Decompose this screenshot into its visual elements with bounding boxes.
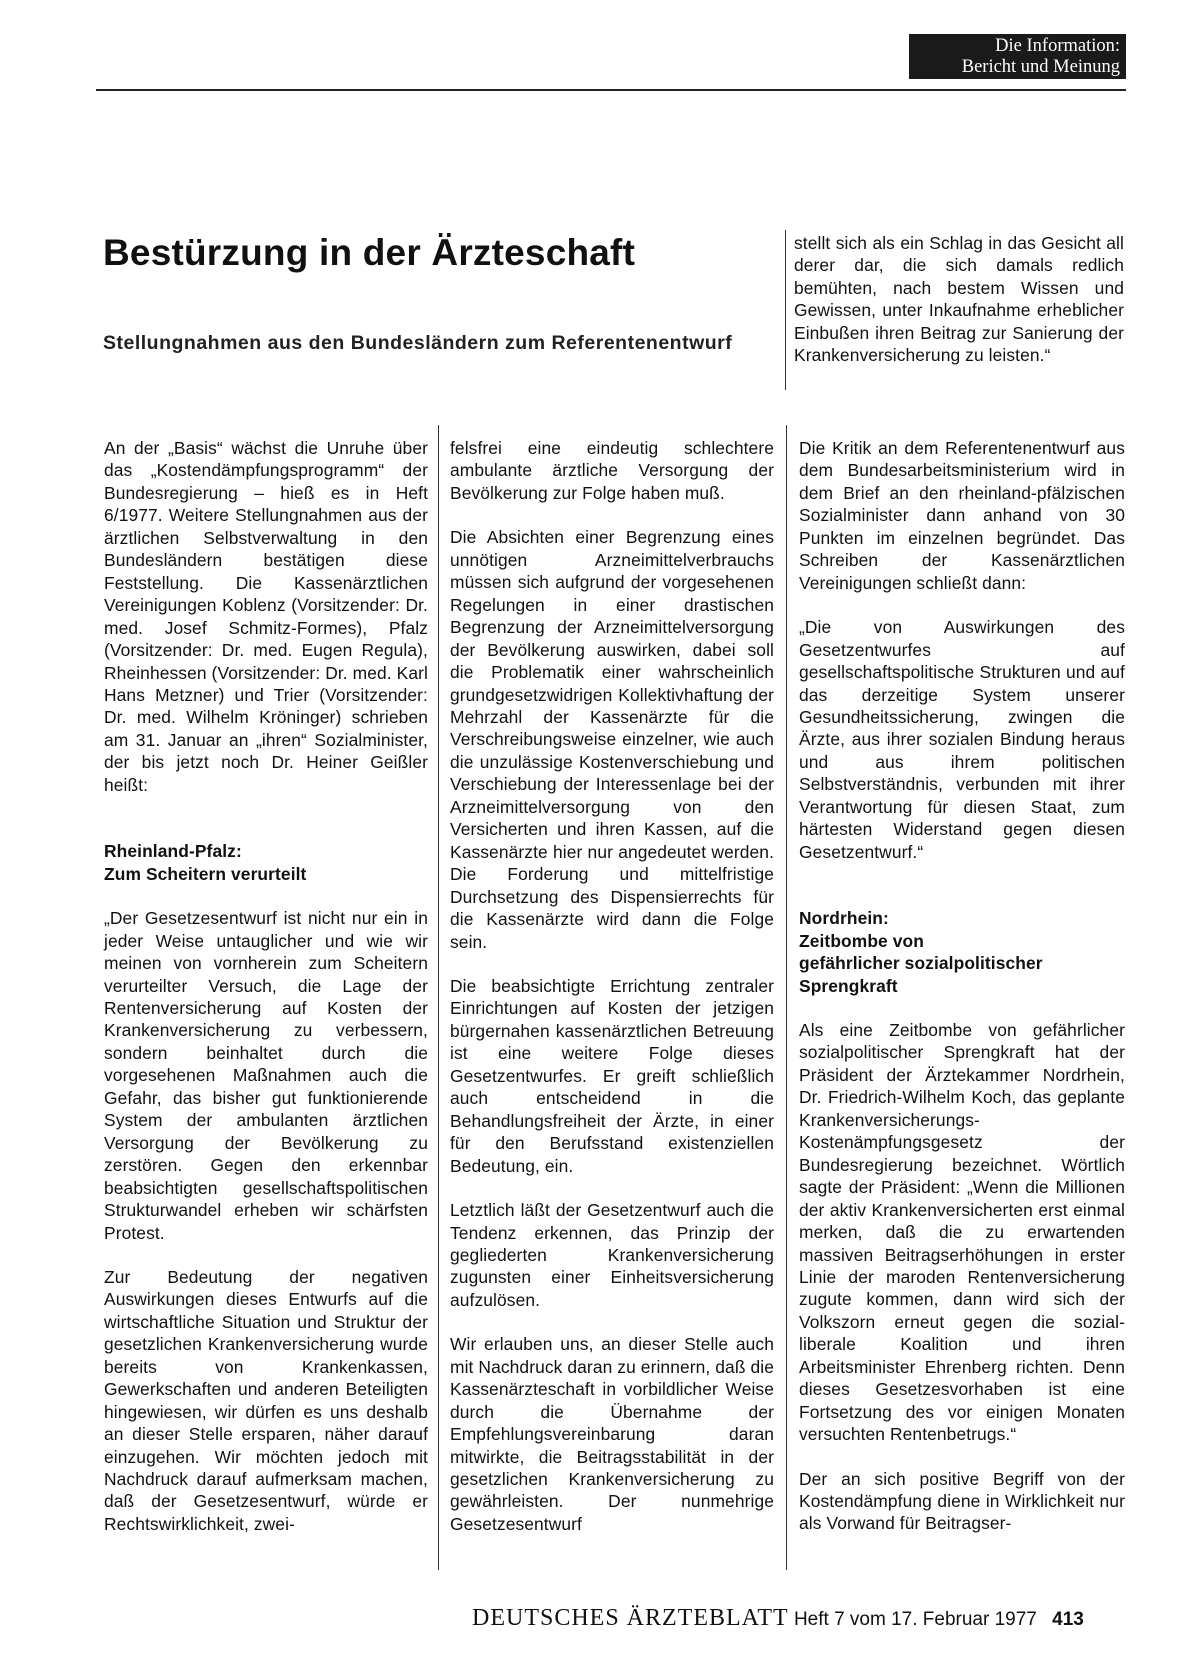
text-column-2 bbox=[450, 437, 774, 1557]
heading-line: gefährlicher sozialpolitischer bbox=[799, 953, 1043, 974]
page-footer bbox=[472, 1605, 1084, 1632]
paragraph: felsfrei eine eindeutig schlechtere ambulante ärztliche Versorgung der Bevölkerung zur Folge haben muß. bbox=[450, 438, 774, 503]
paragraph: Zur Bedeutung der negativen Auswirkungen dieses Entwurfs auf die wirtschaftliche Situation und Struktur der gesetzlichen Krankenversicherung wurde bereits von Krankenkassen, Gewerkschaften und anderen Beteiligten hingewiesen, wir dürfen es uns deshalb an dieser Stelle ersparen, näher darauf einzugehen. Wir möchten jedoch mit Nachdruck darauf aufmerksam machen, daß der Gesetzesentwurf, würde er Rechtswirklichkeit, zwei- bbox=[104, 1266, 428, 1534]
column-divider bbox=[438, 425, 439, 1570]
issue-info: Heft 7 vom 17. Februar 1977 bbox=[793, 1609, 1037, 1630]
heading-line: Rheinland-Pfalz: bbox=[104, 841, 242, 862]
paragraph: „Der Gesetzesentwurf ist nicht nur ein in jeder Weise untauglicher und wie wir meinen von vornherein zum Scheitern verurteilter Versuch, die Lage der Rentenversicherung auf Kosten der Krankenversicherung zu verbessern, sondern beinhaltet durch die vorgesehenen Maßnahmen auch die Gefahr, das bisher gut funktionierende System der ambulanten ärztlichen Versorgung der Bevölkerung zu zerstören. Gegen den erkennbar beabsichtigten gesellschaftspolitischen Strukturwandel erheben wir schärfsten Protest. bbox=[104, 908, 428, 1243]
paragraph: „Die von Auswirkungen des Gesetzentwurfes auf gesellschaftspolitische Strukturen und auf das derzeitige System unserer Gesundheitssicherung, zwingen die Ärzte, aus ihrer sozialen Bindung heraus und aus ihrem politischen Selbstverständnis, verbunden mit ihrer Verantwortung für diesen Staat, zum härtesten Widerstand gegen diesen Gesetzentwurf.“ bbox=[799, 617, 1125, 862]
badge-line-1: Die Information: bbox=[995, 36, 1120, 56]
heading-line: Zum Scheitern verurteilt bbox=[104, 863, 307, 884]
paragraph: Die beabsichtigte Errichtung zentraler Einrichtungen auf Kosten der jetzigen bürgernahen kassenärztlichen Betreuung ist eine weitere Folge dieses Gesetzentwurfes. Er greift schließlich auch entscheidend in die Behandlungsfreiheit der Ärzte, in einer für den Berufsstand existenziellen Bedeutung, ein. bbox=[450, 975, 774, 1176]
heading-line: Zeitbombe von bbox=[799, 930, 924, 951]
badge-line-2: Bericht und Meinung bbox=[961, 57, 1120, 77]
section-badge bbox=[909, 34, 1126, 79]
paragraph: Der an sich positive Begriff von der Kostendämpfung diene in Wirklichkeit nur als Vorwand für Beitragser- bbox=[799, 1468, 1125, 1534]
text-column-1 bbox=[104, 437, 428, 1557]
paragraph: Die Absichten einer Begrenzung eines unnötigen Arzneimittelverbrauchs müssen sich aufgrund der vorgesehenen Regelungen in einer drastischen Begrenzung der Arzneimittelversorgung der Bevölkerung auswirken, dabei soll die Problematik einer wahrscheinlich grundgesetzwidrigen Kollektivhaftung der Mehrzahl der Kassenärzte für die Verschreibungsweise einzelner, wie auch die unzulässige Kostenverschiebung und Verschiebung der Interessenlage bei der Arzneimittelversorgung von den Versicherten und ihren Kassen, auf die Kassenärzte hier nur angedeutet werden. Die Forderung und mittelfristige Durchsetzung des Dispensierrechts für die Kassenärzte wird dann die Folge sein. bbox=[450, 527, 774, 952]
column-divider bbox=[785, 230, 786, 390]
article-title: Bestürzung in der Ärzteschaft bbox=[103, 232, 636, 273]
paragraph: Letztlich läßt der Gesetzentwurf auch die Tendenz erkennen, das Prinzip der gegliederten Krankenversicherung zugunsten einer Einheitsversicherung aufzulösen. bbox=[450, 1200, 774, 1310]
section-heading bbox=[104, 840, 428, 885]
page-number: 413 bbox=[1052, 1609, 1084, 1630]
header-rule bbox=[96, 89, 1126, 91]
intro-column bbox=[794, 232, 1124, 389]
column-divider bbox=[786, 425, 787, 1570]
paragraph: An der „Basis“ wächst die Unruhe über das „Kostendämpfungsprogramm“ der Bundesregierung – hieß es in Heft 6/1977. Weitere Stellungnahmen aus der ärztlichen Selbstverwaltung in den Bundesländern bestätigen diese Feststellung. Die Kassenärztlichen Vereinigungen Koblenz (Vorsitzender: Dr. med. Josef Schmitz-Formes), Pfalz (Vorsitzender: Dr. med. Eugen Regula), Rheinhessen (Vorsitzender: Dr. med. Karl Hans Metzner) und Trier (Vorsitzender: Dr. med. Wilhelm Kröninger) schrieben am 31. Januar an „ihren“ Sozialminister, der bis jetzt noch Dr. Heiner Geißler heißt: bbox=[104, 438, 428, 795]
article-subtitle: Stellungnahmen aus den Bundesländern zum Referentenentwurf bbox=[103, 332, 733, 354]
intro-paragraph: stellt sich als ein Schlag in das Gesicht all derer dar, die sich damals redlich bemühten, nach bestem Wissen und Gewissen, unter Inkaufnahme erheblicher Einbußen ihren Beitrag zur Sanierung der Krankenversicherung zu leisten.“ bbox=[794, 233, 1124, 366]
paragraph: Als eine Zeitbombe von gefährlicher sozialpolitischer Sprengkraft hat der Präsident der Ärztekammer Nordrhein, Dr. Friedrich-Wilhelm Koch, das geplante Krankenversicherungs-Kostenämpfungsgesetz der Bundesregierung bezeichnet. Wörtlich sagte der Präsident: „Wenn die Millionen der aktiv Krankenversicherten erst einmal merken, daß die zu erwartenden massiven Beitragserhöhungen in erster Linie der maroden Rentenversicherung zugute kommen, dann wird sich der Volkszorn erneut gegen die sozial-liberale Koalition und ihren Arbeitsminister Ehrenberg richten. Denn dieses Gesetzesvorhaben ist eine Fortsetzung des vor einigen Monaten versuchten Rentenbetrugs.“ bbox=[799, 1019, 1125, 1445]
text-column-3 bbox=[799, 437, 1125, 1557]
paragraph: Die Kritik an dem Referentenentwurf aus dem Bundesarbeitsministerium wird in dem Brief an den rheinland-pfälzischen Sozialminister dann anhand von 30 Punkten im einzelnen begründet. Das Schreiben der Kassenärztlichen Vereinigungen schließt dann: bbox=[799, 438, 1125, 593]
section-heading bbox=[799, 907, 1125, 997]
heading-line: Sprengkraft bbox=[799, 975, 898, 996]
journal-name: DEUTSCHES ÄRZTEBLATT bbox=[472, 1605, 789, 1631]
paragraph: Wir erlauben uns, an dieser Stelle auch mit Nachdruck daran zu erinnern, daß die Kassenärzteschaft in vorbildlicher Weise durch die Übernahme der Empfehlungsvereinbarung daran mitwirkte, die Beitragsstabilität in der gesetzlichen Krankenversicherung zu gewährleisten. Der nunmehrige Gesetzesentwurf bbox=[450, 1334, 774, 1534]
heading-line: Nordrhein: bbox=[799, 908, 889, 929]
